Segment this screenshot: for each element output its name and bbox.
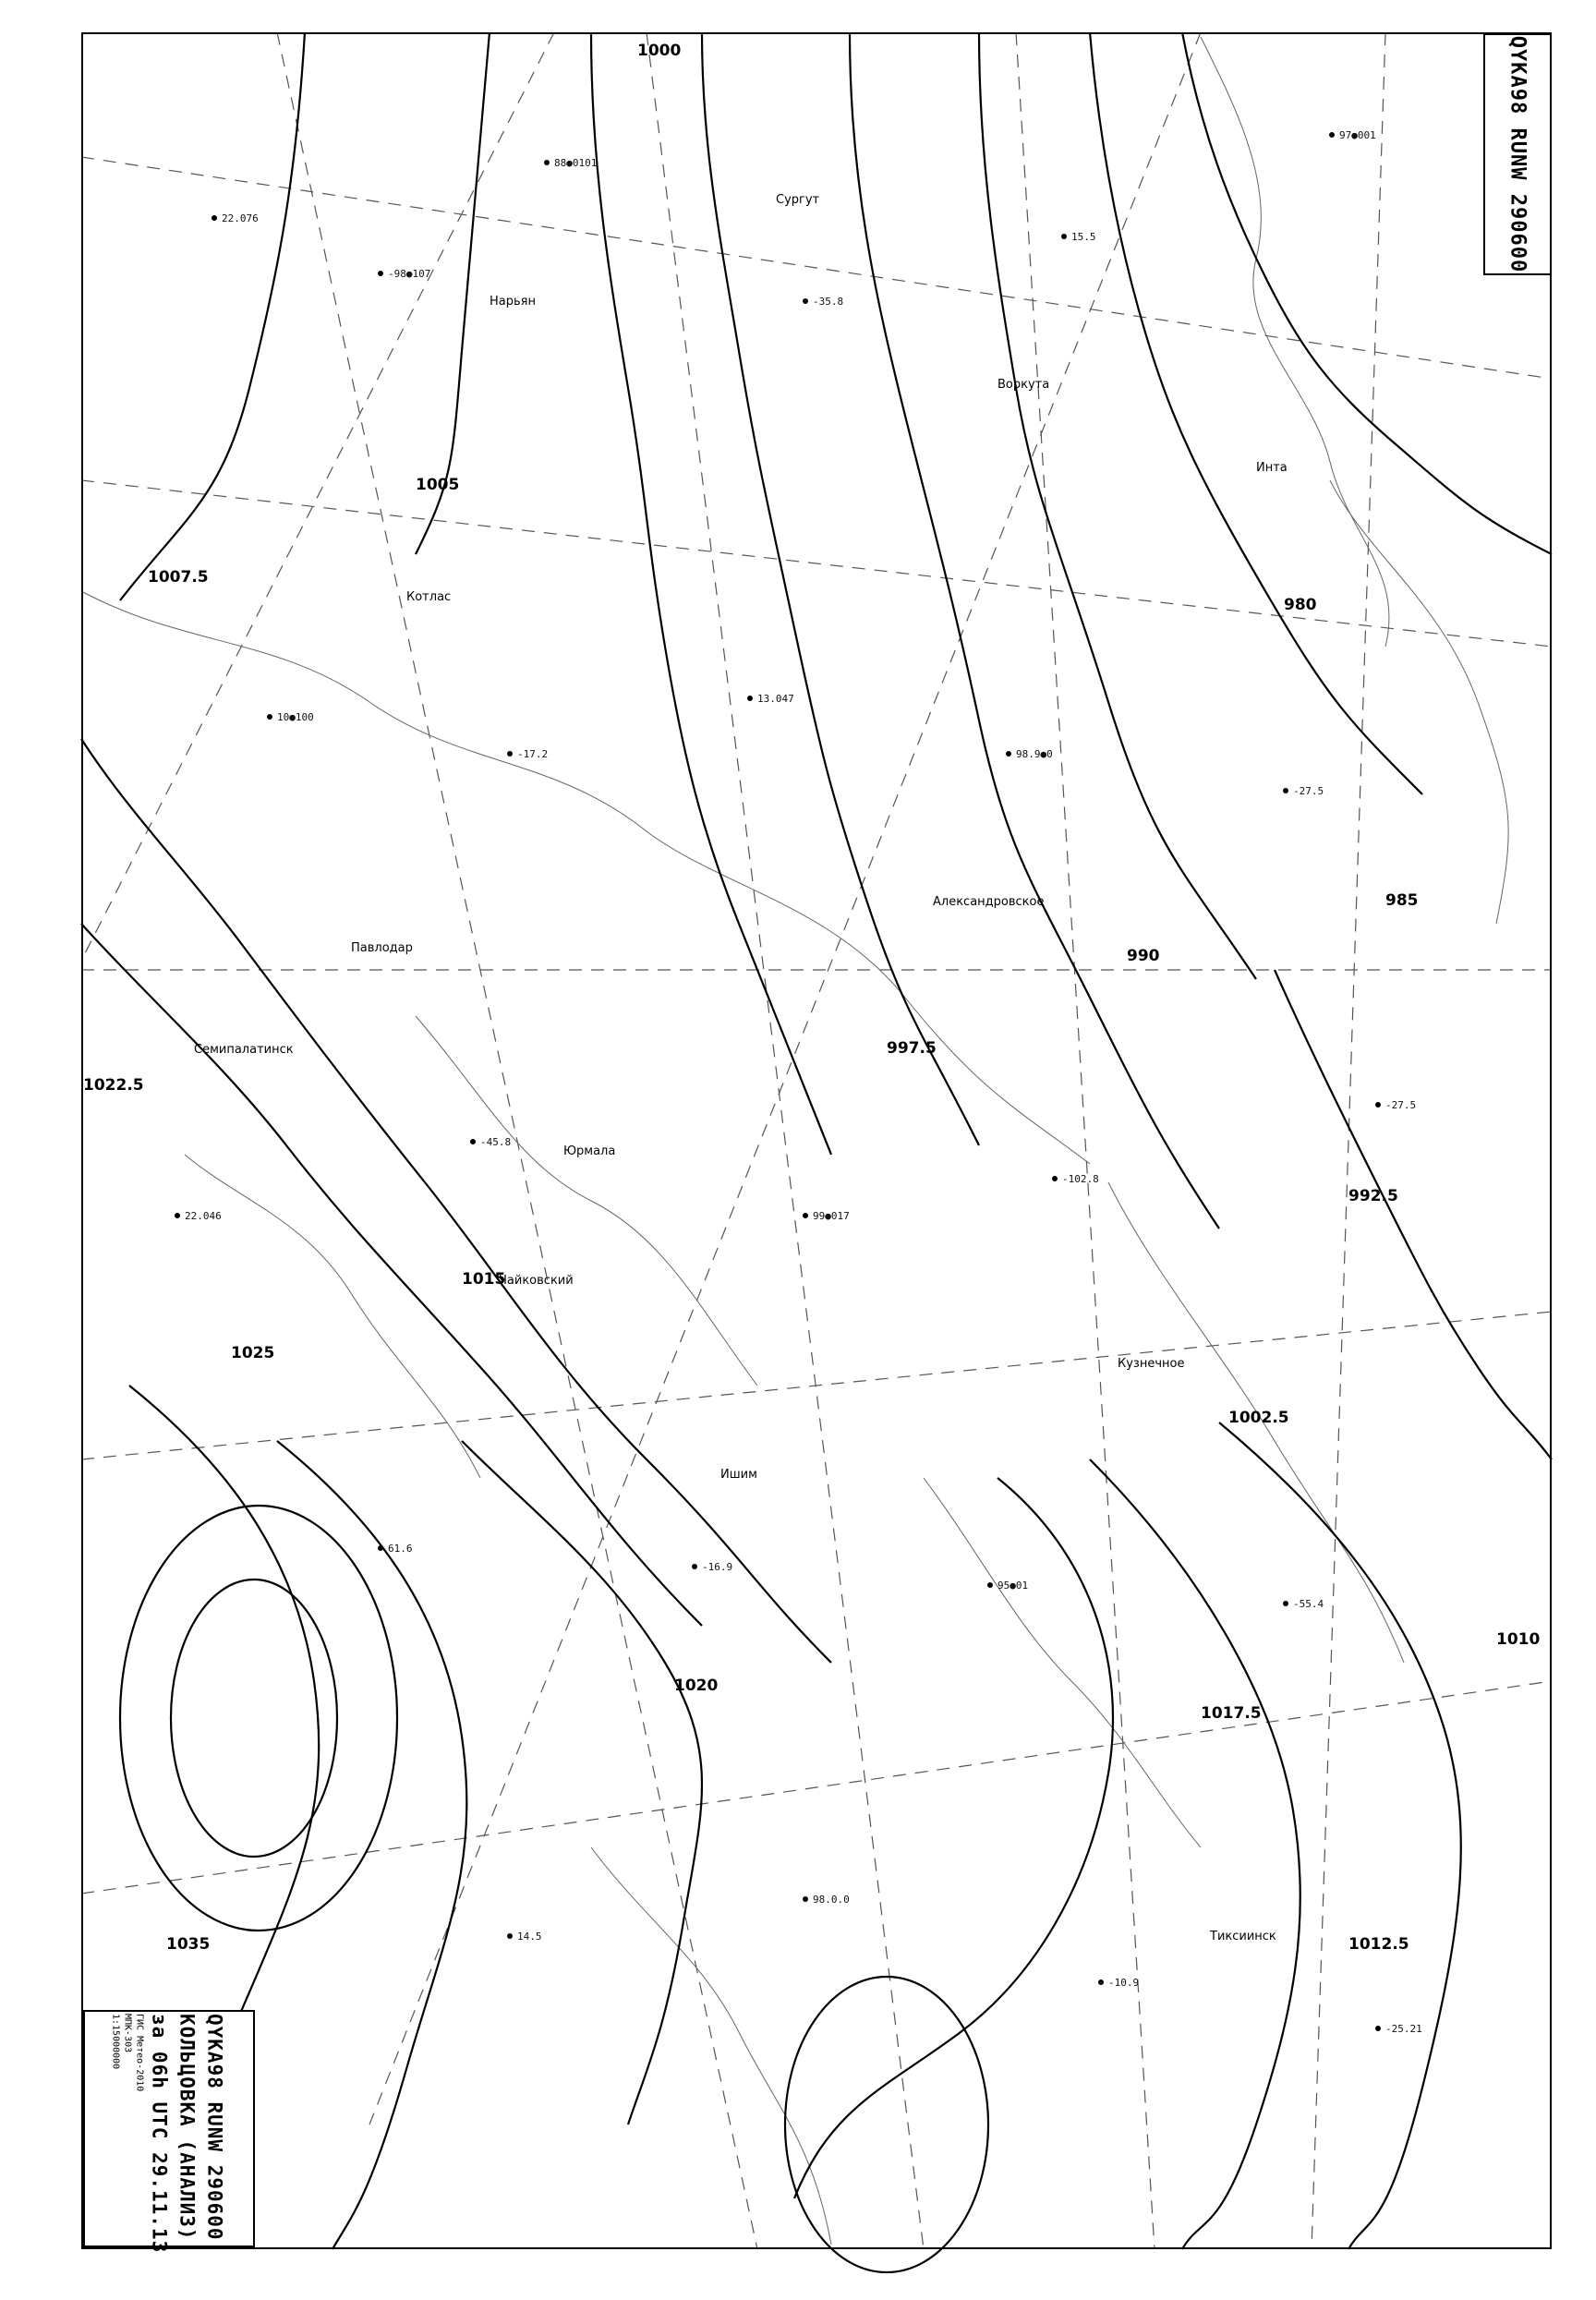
isobar-label: 1022.5	[83, 1076, 144, 1095]
station-plot: -27.5	[1385, 1099, 1417, 1111]
place-name: Воркута	[998, 378, 1050, 392]
station-plot: -10.9	[1108, 1977, 1140, 1989]
place-name: Александровское	[933, 895, 1045, 909]
header-stamp-text: QYKA98 RUNW 290600	[1505, 35, 1530, 273]
isobar-label: 1002.5	[1228, 1409, 1289, 1427]
isobar-label: 1017.5	[1201, 1704, 1262, 1723]
station-plot: -25.21	[1385, 2023, 1422, 2035]
isobar-label: 980	[1284, 596, 1317, 614]
isobar-label: 1015	[462, 1270, 506, 1289]
isobar-label: 1007.5	[148, 568, 209, 587]
station-plot: 98.9●0	[1016, 748, 1053, 760]
footer-credit: ГИС Метео-2010	[134, 2013, 145, 2091]
footer-stamp	[83, 2010, 255, 2253]
place-name: Инта	[1256, 461, 1288, 475]
station-plot: -17.2	[517, 748, 549, 760]
station-plot: 61.6	[388, 1543, 413, 1555]
place-name: Сургут	[776, 193, 820, 207]
station-plot: 10●100	[277, 711, 314, 723]
place-name: Павлодар	[351, 941, 413, 955]
footer-title: КОЛЬЦОВКА (АНАЛИЗ)	[175, 2013, 199, 2241]
isobar-label: 1035	[166, 1935, 211, 1954]
place-name: Кузнечное	[1118, 1357, 1185, 1371]
place-name: Чайковский	[499, 1274, 574, 1288]
place-name: Ишим	[720, 1468, 757, 1482]
station-plot: 95●01	[998, 1580, 1029, 1592]
station-plot: 97●001	[1339, 129, 1376, 141]
station-plot: 13.047	[757, 693, 794, 705]
station-plot: 88●0101	[554, 157, 598, 169]
place-name: Тиксиинск	[1210, 1930, 1276, 1943]
station-plot: 14.5	[517, 1931, 542, 1943]
place-name: Юрмала	[563, 1144, 616, 1158]
station-plot: -27.5	[1293, 785, 1324, 797]
station-plot: -16.9	[702, 1561, 733, 1573]
station-plot: 15.5	[1071, 231, 1096, 243]
place-name: Нарьян	[490, 295, 536, 309]
isobar-label: 1000	[637, 42, 682, 60]
place-name: Семипалатинск	[194, 1043, 294, 1057]
footer-code: QYKA98 RUNW 290600	[203, 2013, 226, 2241]
isobar-label: 1020	[674, 1677, 719, 1695]
footer-date: за 06h UTC 29.11.13	[148, 2013, 171, 2253]
isobar-label: 1005	[416, 476, 460, 494]
isobar-label: 990	[1127, 947, 1160, 965]
map-frame	[81, 32, 1552, 2253]
isobar-label: 992.5	[1348, 1187, 1398, 1205]
station-plot: -102.8	[1062, 1173, 1099, 1185]
isobar-label: 1012.5	[1348, 1935, 1409, 1954]
station-plot: 99●017	[813, 1210, 850, 1222]
station-plot: -45.8	[480, 1136, 512, 1148]
isobar-label: 985	[1385, 891, 1419, 910]
station-plot: -35.8	[813, 296, 844, 308]
isobar-label: 1010	[1496, 1630, 1541, 1649]
station-plot: 98.0.0	[813, 1894, 850, 1906]
station-plot: 22.046	[185, 1210, 222, 1222]
isobar-label: 1025	[231, 1344, 275, 1362]
header-stamp	[1483, 33, 1552, 275]
isobar-label: 997.5	[887, 1039, 937, 1058]
station-plot: -55.4	[1293, 1598, 1324, 1610]
station-plot: 22.076	[222, 212, 259, 224]
place-name: Котлас	[406, 590, 452, 604]
station-plot: -98●107	[388, 268, 431, 280]
footer-scale: 1:15000000	[110, 2013, 121, 2069]
footer-credit: МПК-303	[122, 2013, 133, 2052]
